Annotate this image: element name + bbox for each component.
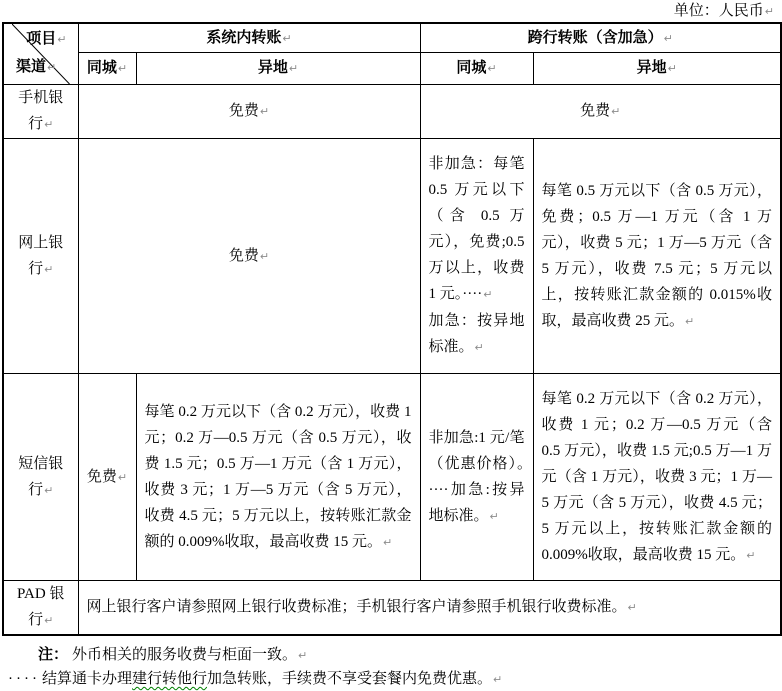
paragraph-mark-icon: ↵: [746, 548, 756, 562]
header-interbank-transfer: 跨行转账（含加急）↵: [420, 23, 781, 53]
footnote-2-text-pre: 结算通卡办理: [41, 671, 132, 687]
paragraph-mark-icon: ↵: [489, 509, 499, 523]
footnote-1-text: 外币相关的服务收费与柜面一致。: [72, 647, 298, 663]
fee-table: [2, 22, 782, 636]
subheader-inter-remote: 异地↵: [533, 53, 781, 85]
unit-label-text: 单位：人民币: [673, 3, 764, 19]
paragraph-mark-icon: ↵: [383, 535, 393, 549]
cell-mobile-intra-fee: 免费↵: [78, 85, 420, 139]
row-online-banking: [3, 139, 781, 374]
cell-online-inter-local-fee: [420, 139, 533, 374]
paragraph-mark-icon: ↵: [44, 614, 54, 627]
footnote-label: 注：: [38, 647, 69, 663]
paragraph-mark-icon: ↵: [282, 31, 292, 45]
cell-sms-intra-local-fee: 免费↵: [78, 374, 136, 581]
header-row-subheaders: [3, 53, 781, 85]
footnote-2-text-grammar-underline: 建行转他行: [132, 671, 208, 687]
paragraph-mark-icon: ↵: [667, 62, 677, 76]
paragraph-mark-icon: ↵: [474, 341, 484, 354]
online-inter-local-paragraph-1: 非加急：每笔 0.5 万元以下（含 0.5 万元），免费;0.5 万以上，收费 1 元。····↵: [428, 156, 525, 302]
cell-online-intra-fee: 免费↵: [78, 139, 420, 374]
paragraph-mark-icon: ↵: [663, 31, 673, 45]
paragraph-mark-icon: ↵: [764, 5, 774, 18]
cell-pad-note: 网上银行客户请参照网上银行收费标准；手机银行客户请参照手机银行收费标准。↵: [78, 581, 781, 636]
cell-sms-inter-remote-fee: 每笔 0.2 万元以下（含 0.2 万元），收费 1 元；0.2 万—0.5 万元（含 0.5 万元），收费 1.5 元;0.5 万—1 万元（含 1 万元），收费 3 元；1 万—5 万元（含 5 万元），收费 4.5 元；5 万元以上，按转账汇款金额的 0.009%收取，最高收费 15 元。↵: [533, 374, 781, 581]
cell-sms-intra-remote-fee: 每笔 0.2 万元以下（含 0.2 万元），收费 1 元；0.2 万—0.5 万元（含 0.5 万元），收费 1.5 元；0.5 万—1 万元（含 1 万元），收费 3 元；1 万—5 万元（含 5 万元），收费 4.5 元；5 万元以上，按转账汇款金额的 0.009%收取，最高收费 15 元。↵: [136, 374, 420, 581]
header-row-groups: [3, 23, 781, 53]
paragraph-mark-icon: ↵: [44, 262, 54, 276]
paragraph-mark-icon: ↵: [288, 62, 299, 76]
corner-cell: [3, 23, 78, 85]
paragraph-mark-icon: ↵: [493, 673, 503, 686]
paragraph-mark-icon: ↵: [611, 105, 621, 118]
paragraph-mark-icon: ↵: [44, 118, 54, 131]
unit-label: [0, 0, 782, 22]
paragraph-mark-icon: ↵: [259, 105, 270, 118]
paragraph-mark-icon: ↵: [117, 470, 128, 484]
cell-sms-inter-local-fee: 非加急:1 元/笔（优惠价格）。····加急:按异地标准。↵: [420, 374, 533, 581]
online-inter-local-paragraph-2: 加急：按异地标准。↵: [428, 313, 525, 355]
paragraph-mark-icon: ↵: [483, 288, 493, 301]
corner-label-project: 项目↵: [26, 31, 67, 47]
row-mobile-banking: [3, 85, 781, 139]
corner-label-channel: 渠道↵: [16, 59, 57, 75]
row-label-pad-banking: PAD 银行↵: [3, 581, 78, 636]
paragraph-mark-icon: ↵: [47, 61, 57, 74]
paragraph-mark-icon: ↵: [685, 314, 695, 328]
row-label-mobile-banking: 手机银行↵: [3, 85, 78, 139]
paragraph-mark-icon: ↵: [627, 601, 637, 614]
header-intra-system-transfer: 系统内转账↵: [78, 23, 420, 53]
subheader-intra-remote: 异地↵: [136, 53, 420, 85]
corner-diagonal-cell: [12, 24, 70, 84]
subheader-intra-local: 同城↵: [78, 53, 136, 85]
paragraph-mark-icon: ↵: [117, 62, 128, 76]
paragraph-mark-icon: ↵: [57, 33, 67, 46]
footnotes: [0, 644, 782, 691]
row-label-sms-banking: 短信银行↵: [3, 374, 78, 581]
row-sms-banking: [3, 374, 781, 581]
footnote-dots-marker: ····: [8, 671, 40, 687]
row-label-online-banking: 网上银行↵: [3, 139, 78, 374]
paragraph-mark-icon: ↵: [487, 62, 497, 76]
cell-mobile-inter-fee: 免费↵: [420, 85, 781, 139]
row-pad-banking: [3, 581, 781, 636]
footnote-2-text-post: 加急转账，手续费不享受套餐内免费优惠。: [207, 671, 493, 687]
paragraph-mark-icon: ↵: [298, 649, 308, 662]
paragraph-mark-icon: ↵: [44, 483, 54, 497]
subheader-inter-local: 同城↵: [420, 53, 533, 85]
footnote-1: [38, 644, 782, 667]
paragraph-mark-icon: ↵: [259, 249, 270, 263]
cell-online-inter-remote-fee: 每笔 0.5 万元以下（含 0.5 万元），免费；0.5 万—1 万元（含 1 万元），收费 5 元；1 万—5 万元（含 5 万元），收费 7.5 元；5 万元以上，按转账汇款金额的 0.015%收取，最高收费 25 元。↵: [533, 139, 781, 374]
